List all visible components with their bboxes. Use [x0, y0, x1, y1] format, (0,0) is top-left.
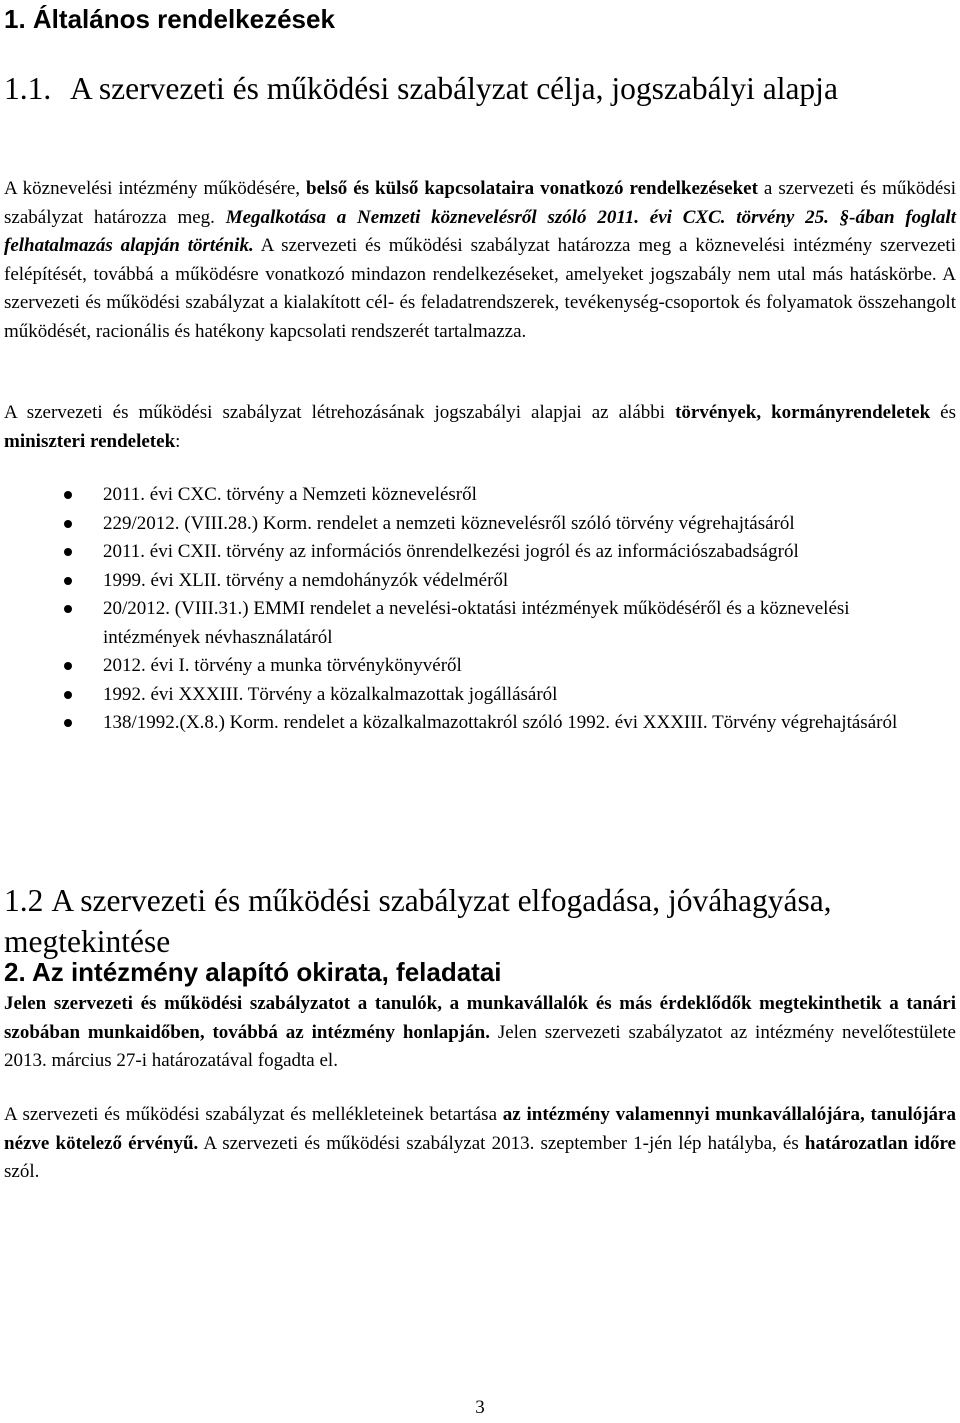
bullet-icon	[64, 577, 72, 585]
text-run: A szervezeti és működési szabályzat létrehozásának jogszabályi alapjai az alábbi	[4, 402, 676, 423]
list-item	[0, 595, 900, 652]
list-item	[0, 510, 900, 539]
text-run: A köznevelési intézmény működésére,	[4, 178, 307, 199]
bullet-icon	[64, 520, 72, 528]
section-1-2-number: 1.2	[4, 883, 44, 918]
page-number: 3	[475, 1397, 485, 1418]
bold-run: belső és külső kapcsolataira vonatkozó rendelkezéseket	[306, 178, 758, 199]
list-item-text: 2012. évi I. törvény a munka törvénykönyvéről	[103, 655, 462, 676]
laws-list	[0, 481, 900, 738]
list-item-text: 20/2012. (VIII.31.) EMMI rendelet a nevelési-oktatási intézmények működéséről és a köznevelési intézmények névhasználatáról	[103, 598, 850, 648]
list-item-text: 2011. évi CXII. törvény az információs önrendelkezési jogról és az információszabadságról	[103, 541, 799, 562]
text-run: Jelen szervezeti szabályzatot az intézmény nevelőtestülete 2013. március 27-i határozatával fogadta el.	[4, 1021, 956, 1071]
bold-italic-run: Megalkotása a Nemzeti köznevelésről szóló 2011. évi CXC. törvény 25. §-ában foglalt felhatalmazás alapján történik.	[4, 206, 956, 256]
list-item	[0, 681, 900, 710]
bold-run: miniszteri rendeletek	[4, 430, 176, 452]
list-item-text: 229/2012. (VIII.28.) Korm. rendelet a nemzeti köznevelésről szóló törvény végrehajtásáról	[103, 512, 795, 534]
text-run: A szervezeti és működési szabályzat és mellékleteinek betartása	[4, 1104, 503, 1125]
list-item	[0, 709, 900, 738]
text-run: és	[930, 402, 956, 423]
list-item-text: 1992. évi XXXIII. Törvény a közalkalmazottak jogállásáról	[103, 683, 558, 705]
text-run: A szervezeti és működési szabályzat 2013. szeptember 1-jén lép hatályba, és	[198, 1132, 805, 1154]
section-1-heading: 1. Általános rendelkezések	[4, 4, 335, 34]
section-1-1-number: 1.1.	[4, 71, 52, 106]
bold-run: Jelen szervezeti és működési szabályzatot a tanulók, a munkavállalók és más érdeklődők megtekinthetik a tanári szobában munkaidőben, továbbá az intézmény honlapján.	[4, 993, 956, 1043]
section-1-1-heading	[4, 68, 954, 109]
text-run: A szervezeti és működési szabályzat határozza meg a köznevelési intézmény szervezeti felépítését, továbbá a működésre vonatkozó mindazon rendelkezéseket, amelyeket jogszabály nem utal más hatáskörbe. A szervezeti és működési szabályzat a kialakított cél- és feladatrendszerek, tevékenység-csoportok és folyamatok összehangolt működését, racionális és hatékony kapcsolati rendszerét tartalmazza.	[4, 235, 956, 342]
bullet-icon	[64, 691, 72, 699]
section-1-2-title: A szervezeti és működési szabályzat elfogadása, jóváhagyása, megtekintése	[4, 883, 832, 959]
text-run: :	[175, 430, 181, 452]
bold-run: az intézmény valamennyi munkavállalójára, tanulójára nézve kötelező érvényű.	[4, 1104, 956, 1154]
section-1-2-heading	[4, 880, 954, 962]
bullet-icon	[64, 662, 72, 670]
bullet-icon	[64, 548, 72, 556]
bullet-icon	[64, 605, 72, 613]
list-item-text: 2011. évi CXC. törvény a Nemzeti köznevelésről	[103, 484, 477, 505]
paragraph-availability	[4, 990, 956, 1076]
text-run: a szervezeti és működési szabályzat határozza meg.	[4, 178, 957, 228]
list-item-text: 1999. évi XLII. törvény a nemdohányzók védelméről	[103, 569, 509, 591]
text-run: szól.	[4, 1161, 40, 1182]
bullet-icon	[64, 491, 72, 499]
list-item	[0, 538, 900, 567]
paragraph-purpose	[4, 175, 956, 346]
paragraph-effect	[4, 1101, 956, 1187]
section-2-heading: 2. Az intézmény alapító okirata, feladatai	[4, 957, 502, 987]
list-item	[0, 652, 900, 681]
bullet-icon	[64, 719, 72, 727]
paragraph-legal-basis	[4, 399, 956, 456]
section-1-1-title: A szervezeti és működési szabályzat célja, jogszabályi alapja	[70, 71, 838, 106]
bold-run: törvények, kormányrendeletek	[675, 402, 931, 423]
list-item	[0, 481, 900, 510]
list-item-text: 138/1992.(X.8.) Korm. rendelet a közalkalmazottakról szóló 1992. évi XXXIII. Törvény végrehajtásáról	[103, 712, 898, 733]
bold-run: határozatlan időre	[804, 1132, 956, 1154]
list-item	[0, 567, 900, 596]
